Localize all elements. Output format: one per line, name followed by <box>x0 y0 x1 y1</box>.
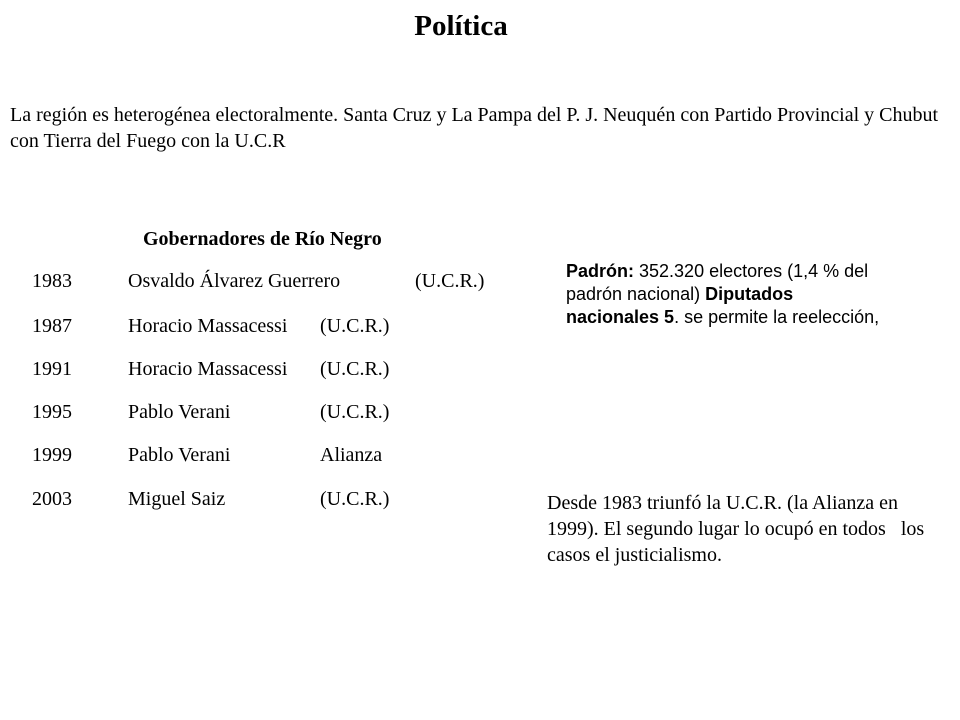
governor-party: (U.C.R.) <box>320 488 390 510</box>
governor-party: (U.C.R.) <box>320 315 390 337</box>
governor-party: (U.C.R.) <box>320 401 390 423</box>
diputados-label: Diputados nacionales 5 <box>566 284 794 327</box>
governor-name: Pablo Verani <box>128 401 231 423</box>
governor-party: (U.C.R.) <box>320 358 390 380</box>
governor-year: 1999 <box>32 444 72 466</box>
governors-heading: Gobernadores de Río Negro <box>143 228 382 250</box>
padron-note <box>566 260 884 329</box>
results-note: Desde 1983 triunfó la U.C.R. (la Alianza en 1999). El segundo lugar lo ocupó en todos los casos el justicialismo. <box>547 492 930 566</box>
governor-year: 1987 <box>32 315 72 337</box>
governor-year: 1991 <box>32 358 72 380</box>
governor-name: Horacio Massacessi <box>128 358 288 380</box>
intro-paragraph: La región es heterogénea electoralmente. Santa Cruz y La Pampa del P. J. Neuquén con Partido Provincial y Chubut con Tierra del Fuego con la U.C.R <box>10 104 939 152</box>
governor-year: 1983 <box>32 270 72 292</box>
page-title: Política <box>414 10 508 42</box>
governor-party: (U.C.R.) <box>415 270 485 292</box>
governor-name: Pablo Verani <box>128 444 231 466</box>
governor-year: 1995 <box>32 401 72 423</box>
governor-party: Alianza <box>320 444 383 466</box>
governor-year: 2003 <box>32 488 72 510</box>
governor-name: Horacio Massacessi <box>128 315 288 337</box>
padron-text-end: . se permite la reelección, <box>674 307 880 327</box>
padron-text: 352.320 electores (1,4 % del padrón nacional) <box>566 261 869 304</box>
governor-name: Osvaldo Álvarez Guerrero <box>128 270 341 292</box>
governor-name: Miguel Saiz <box>128 488 226 510</box>
padron-label: Padrón: <box>566 261 635 281</box>
